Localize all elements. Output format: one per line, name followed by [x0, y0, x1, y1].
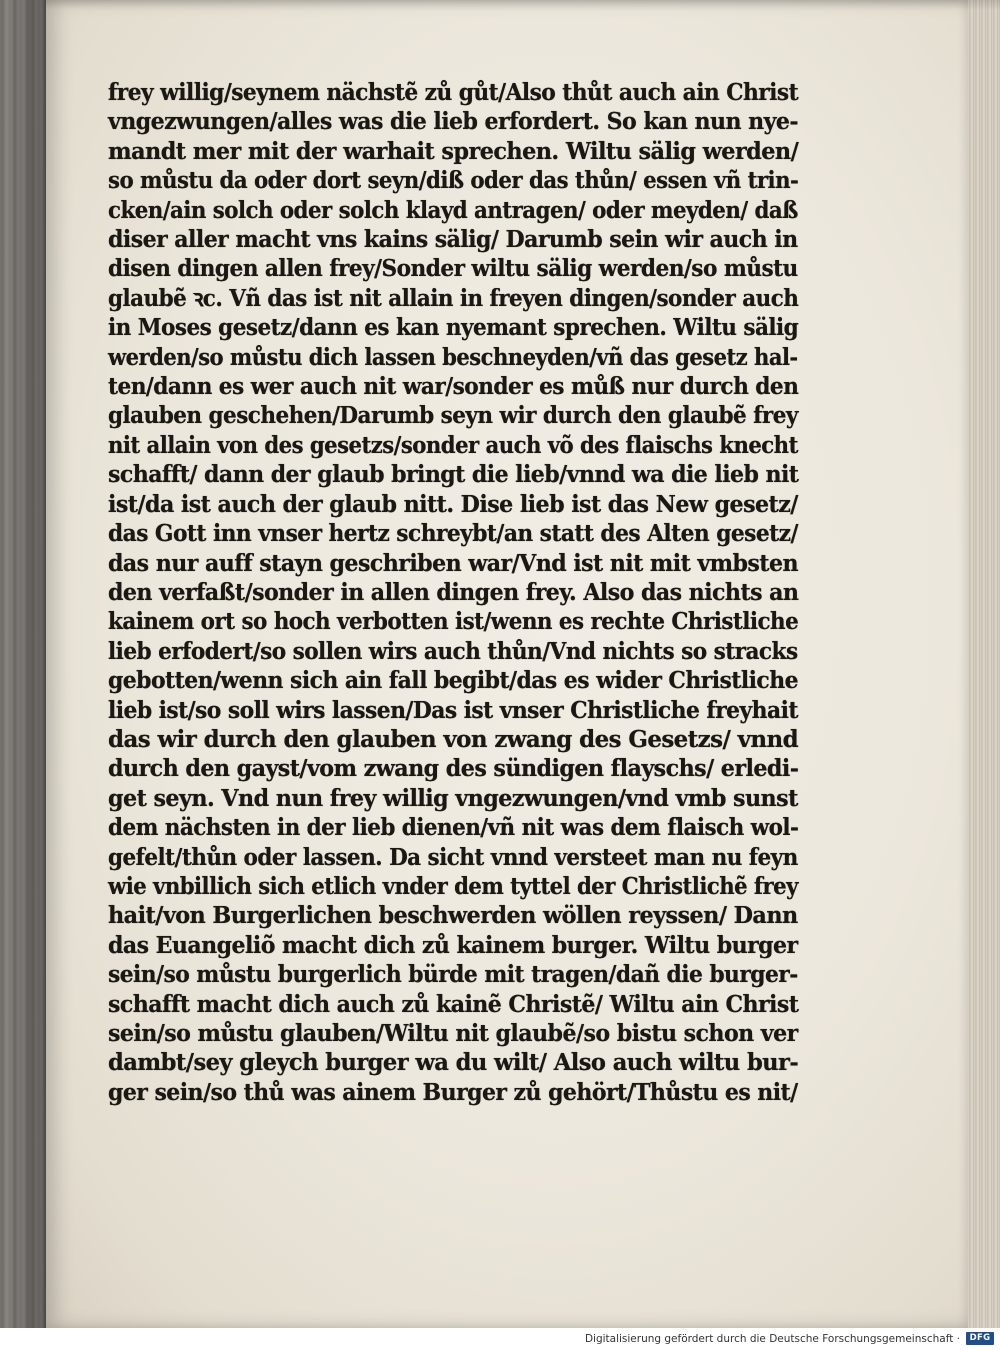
text-line: das Euangeliõ macht dich zů kainem burger. Wiltu burger: [108, 930, 798, 959]
text-line: schafft/ dann der glaub bringt die lieb/vnnd wa die lieb nit: [108, 460, 799, 489]
text-line: schafft macht dich auch zů kainẽ Christẽ/ Wiltu ain Christ: [108, 989, 799, 1018]
text-line: sein/so můstu burgerlich bürde mit tragen/dañ die burger-: [108, 960, 798, 989]
text-line: mandt mer mit der warhait sprechen. Wiltu sälig werden/: [108, 136, 799, 165]
text-line: ten/dann es wer auch nit war/sonder es můß nur durch den: [108, 372, 799, 401]
text-line: werden/so můstu dich lassen beschneyden/vñ das gesetz hal-: [108, 342, 798, 371]
text-line: lieb erfodert/so sollen wirs auch thůn/Vnd nichts so stracks: [108, 636, 798, 665]
book-binding: [0, 0, 48, 1328]
text-line: dem nächsten in der lieb dienen/vñ nit was dem flaisch wol-: [108, 813, 799, 842]
text-line: disen dingen allen frey/Sonder wiltu sälig werden/so můstu: [108, 254, 798, 283]
text-line: vngezwungen/alles was die lieb erfordert. So kan nun nye-: [108, 107, 798, 136]
dfg-logo: DFG: [966, 1332, 994, 1345]
text-line: kainem ort so hoch verbotten ist/wenn es rechte Christliche: [108, 607, 799, 636]
text-line: so můstu da oder dort seyn/diß oder das thůn/ essen vñ trin-: [108, 166, 799, 195]
funding-credit: Digitalisierung gefördert durch die Deutsche Forschungsgemeinschaft ·: [584, 1333, 960, 1345]
text-line: cken/ain solch oder solch klayd antragen/ oder meyden/ daß: [108, 195, 798, 224]
text-line: glauben geschehen/Darumb seyn wir durch den glaubẽ frey: [108, 401, 798, 430]
text-line: gefelt/thůn oder lassen. Da sicht vnnd versteet man nu feyn: [108, 842, 798, 871]
text-line: lieb ist/so soll wirs lassen/Das ist vnser Christliche freyhait: [108, 695, 798, 724]
footer-bar: [0, 1328, 1000, 1350]
text-line: ist/da ist auch der glaub nitt. Dise lieb ist das New gesetz/: [108, 489, 798, 518]
text-line: den verfaßt/sonder in allen dingen frey. Also das nichts an: [108, 577, 799, 606]
text-line: diser aller macht vns kains sälig/ Darumb sein wir auch in: [108, 225, 798, 254]
text-line: frey willig/seynem nächstẽ zů gůt/Also thůt auch ain Christ: [108, 78, 799, 106]
text-line: glaubẽ ꝛc. Vñ das ist nit allain in freyen dingen/sonder auch: [108, 283, 799, 312]
text-line: durch den gayst/vom zwang des sündigen flayschs/ erledi-: [108, 754, 799, 783]
page-text: [108, 78, 798, 1107]
page-edges: [968, 0, 1000, 1328]
text-line: sein/so můstu glauben/Wiltu nit glaubẽ/so bistu schon ver: [108, 1019, 798, 1047]
text-line: hait/von Burgerlichen beschwerden wöllen reyssen/ Dann: [108, 901, 798, 930]
text-line: nit allain von des gesetzs/sonder auch võ des flaischs knecht: [108, 430, 798, 459]
text-line: ger sein/so thů was ainem Burger zů gehört/Thůstu es nit/: [108, 1077, 798, 1106]
text-line: das wir durch den glauben von zwang des Gesetzs/ vnnd: [108, 724, 799, 753]
text-line: in Moses gesetz/dann es kan nyemant sprechen. Wiltu sälig: [108, 313, 799, 342]
text-line: dambt/sey gleych burger wa du wilt/ Also auch wiltu bur-: [108, 1048, 799, 1077]
text-line: gebotten/wenn sich ain fall begibt/das es wider Christliche: [108, 666, 799, 695]
text-line: get seyn. Vnd nun frey willig vngezwungen/vnd vmb sunst: [108, 783, 798, 812]
text-line: das Gott inn vnser hertz schreybt/an statt des Alten gesetz/: [108, 519, 798, 548]
text-line: das nur auff stayn geschriben war/Vnd ist nit mit vmbsten: [108, 548, 799, 577]
text-line: wie vnbillich sich etlich vnder dem tyttel der Christlichẽ frey: [108, 871, 798, 900]
top-shadow: [46, 0, 1000, 10]
